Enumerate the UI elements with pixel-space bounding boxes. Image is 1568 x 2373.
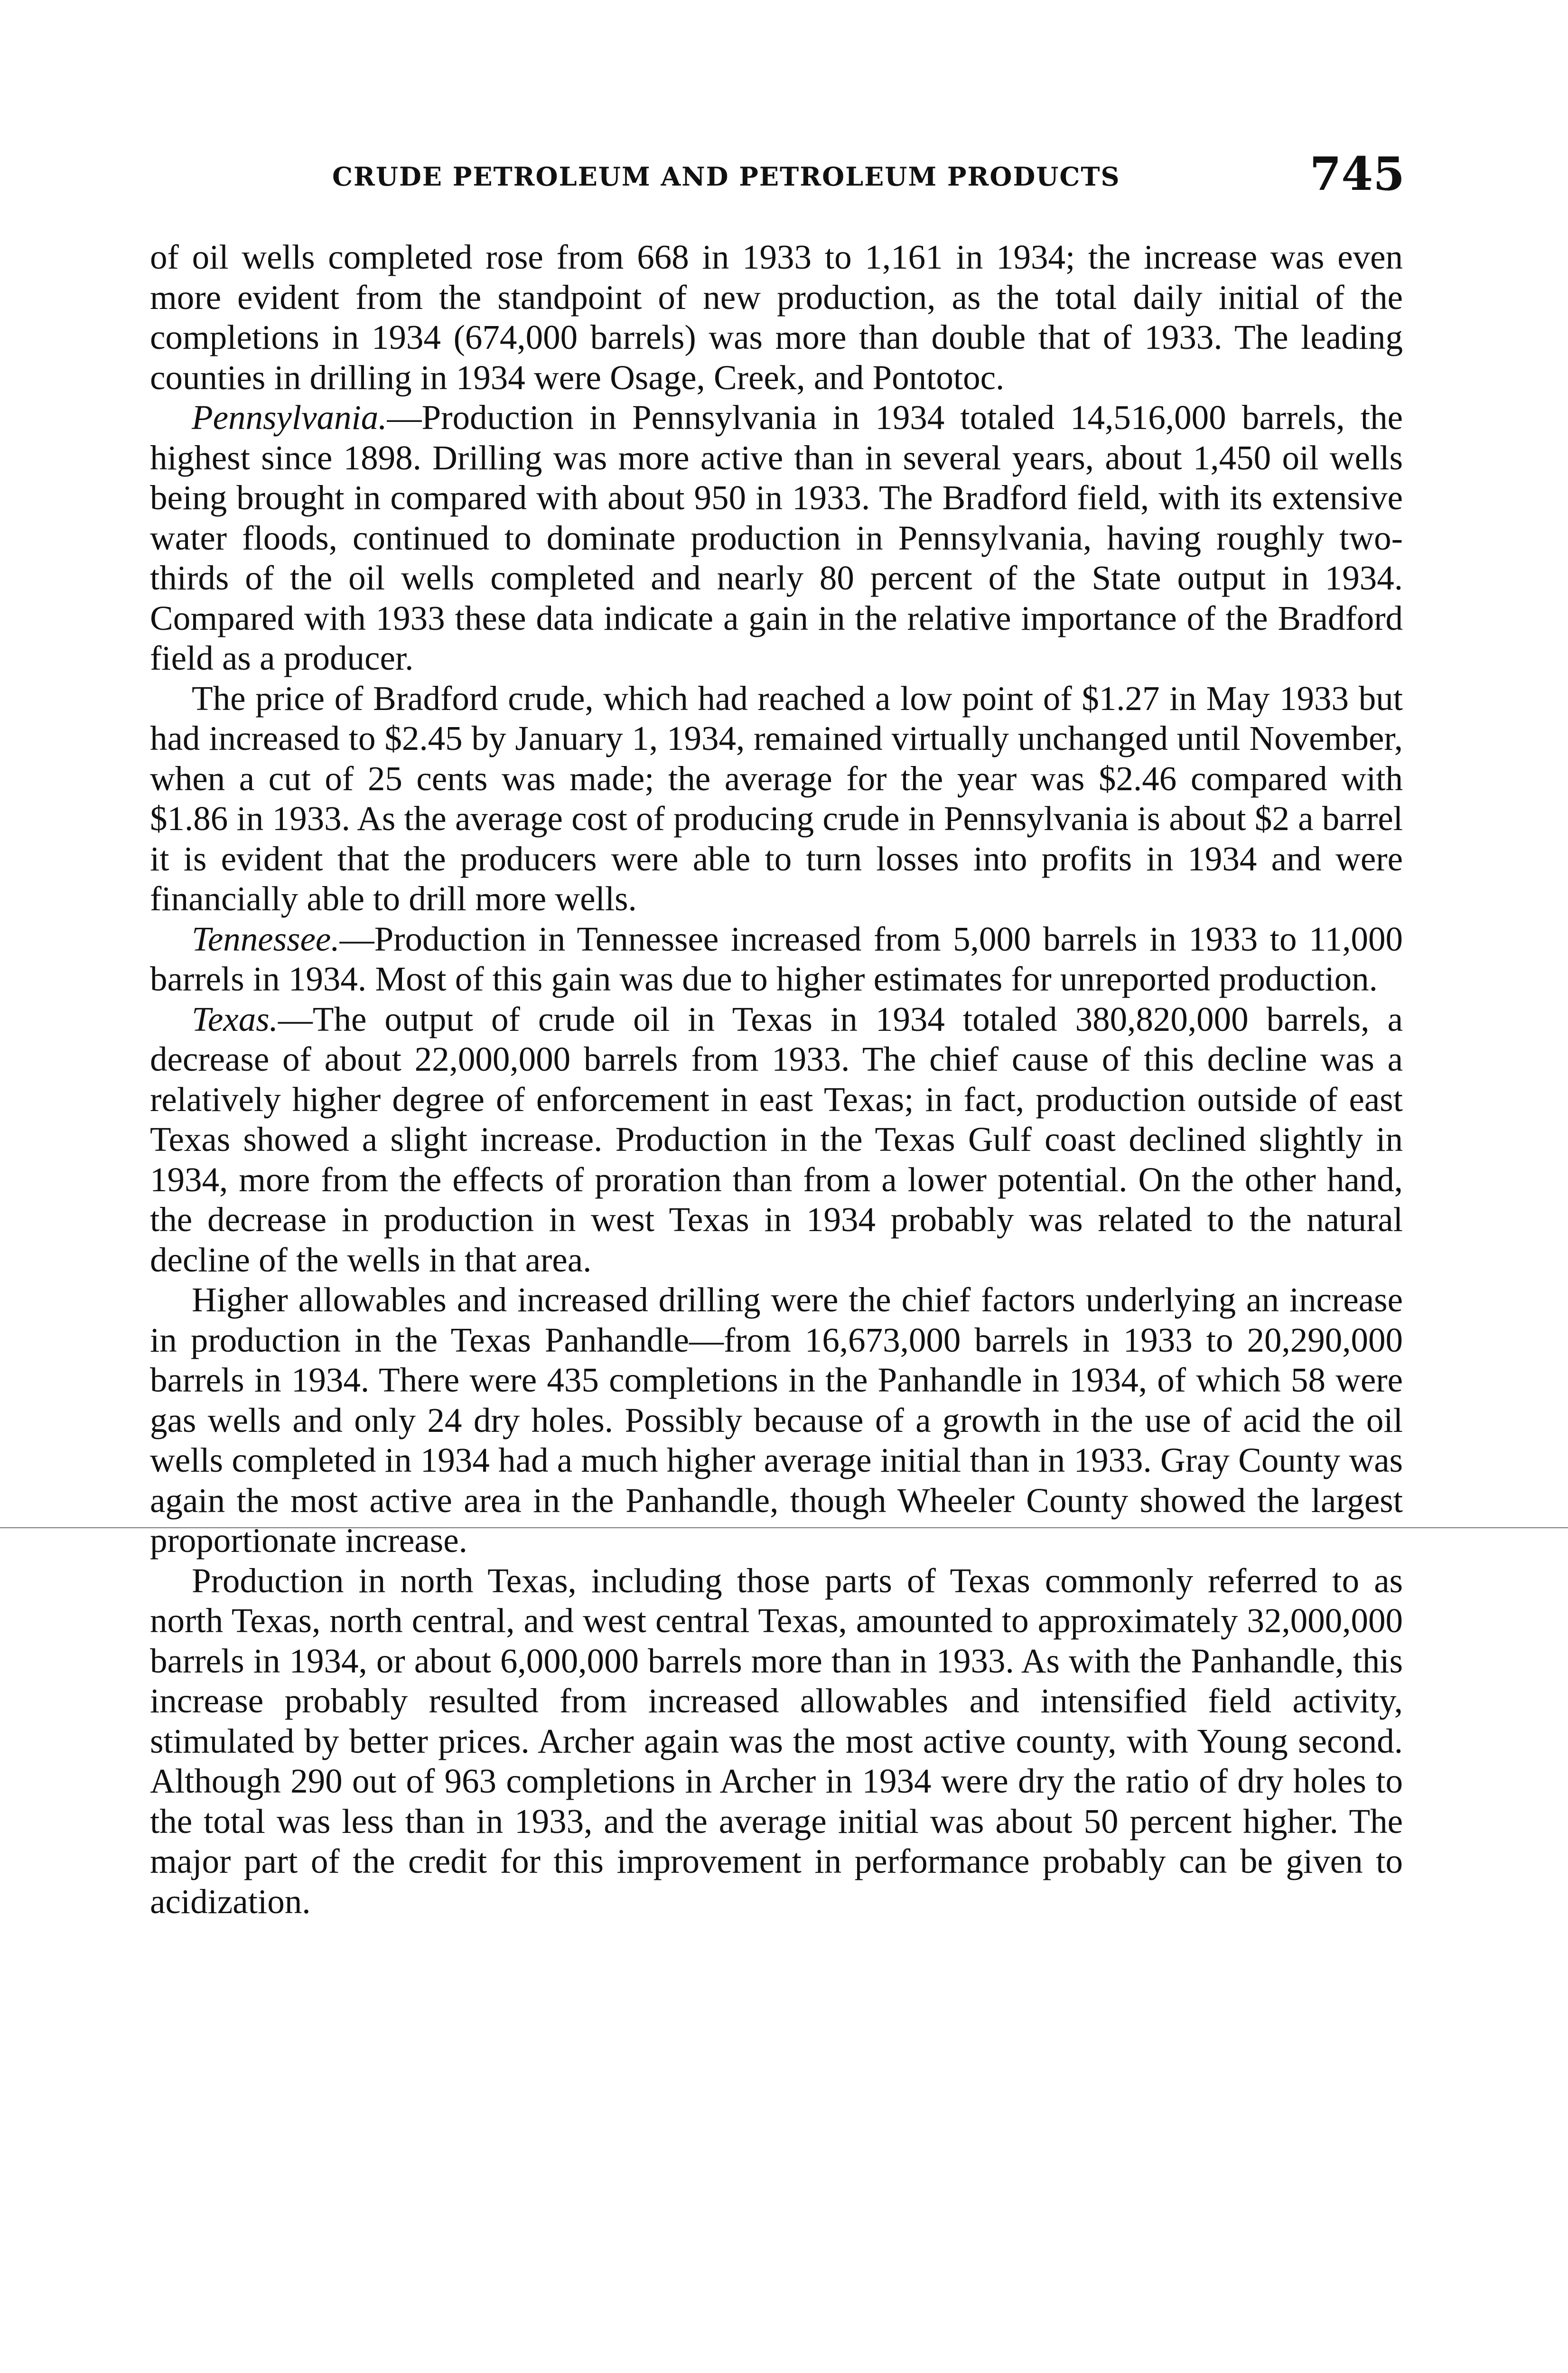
paragraph-oklahoma-continuation: [150, 237, 1403, 398]
page-number: 745: [1309, 147, 1405, 201]
paragraph-pennsylvania: [150, 398, 1403, 679]
section-lead-texas: Texas.: [192, 1000, 278, 1038]
paragraph-text: —Production in Pennsylvania in 1934 totaled 14,516,000 barrels, the highest since 1898. Drilling was more active than in several years, about 1,450 oil wells being brought in compared with about 950 in 1933. The Bradford field, with its extensive water floods, continued to dominate production in Pennsylvania, having roughly two-thirds of the oil wells completed and nearly 80 percent of the State output in 1934. Compared with 1933 these data indicate a gain in the relative importance of the Bradford field as a producer.: [150, 398, 1403, 677]
paragraph-text: —Production in Tennessee increased from 5,000 barrels in 1933 to 11,000 barrels in 1934. Most of this gain was due to higher estimates for unreported production.: [150, 919, 1403, 998]
body-text: [150, 237, 1403, 1922]
paragraph-text: The price of Bradford crude, which had reached a low point of $1.27 in May 1933 but had increased to $2.45 by January 1, 1934, remained virtually unchanged until November, when a cut of 25 cents was made; the average for the year was $2.46 compared with $1.86 in 1933. As the average cost of producing crude in Pennsylvania is about $2 a barrel it is evident that the producers were able to turn losses into profits in 1934 and were financially able to drill more wells.: [150, 679, 1403, 918]
paragraph-bradford-price: [150, 679, 1403, 919]
section-lead-pennsylvania: Pennsylvania.: [192, 398, 387, 437]
section-lead-tennessee: Tennessee.: [192, 919, 340, 958]
paragraph-texas: [150, 1000, 1403, 1280]
paragraph-text: Higher allowables and increased drilling were the chief factors underlying an increase in production in the Texas Panhandle—from 16,673,000 barrels in 1933 to 20,290,000 barrels in 1934. There were 435 completions in the Panhandle in 1934, of which 58 were gas wells and only 24 dry holes. Possibly because of a growth in the use of acid the oil wells completed in 1934 had a much higher average initial than in 1933. Gray County was again the most active area in the Panhandle, though Wheeler County showed the largest proportionate increase.: [150, 1280, 1403, 1560]
paragraph-north-texas: [150, 1561, 1403, 1922]
paragraph-text: Production in north Texas, including those parts of Texas commonly referred to as north Texas, north central, and west central Texas, amounted to approximately 32,000,000 barrels in 1934, or about 6,000,000 barrels more than in 1933. As with the Panhandle, this increase probably resulted from increased allowables and intensified field activity, stimulated by better prices. Archer again was the most active county, with Young second. Although 290 out of 963 completions in Archer in 1934 were dry the ratio of dry holes to the total was less than in 1933, and the average initial was about 50 percent higher. The major part of the credit for this improvement in performance probably can be given to acidization.: [150, 1561, 1403, 1921]
running-head: CRUDE PETROLEUM AND PETROLEUM PRODUCTS: [332, 161, 1120, 192]
paragraph-text: of oil wells completed rose from 668 in 1933 to 1,161 in 1934; the increase was even more evident from the standpoint of new production, as the total daily initial of the completions in 1934 (674,000 barrels) was more than double that of 1933. The leading counties in drilling in 1934 were Osage, Creek, and Pontotoc.: [150, 238, 1403, 397]
paragraph-panhandle: [150, 1280, 1403, 1561]
paragraph-text: —The output of crude oil in Texas in 1934 totaled 380,820,000 barrels, a decrease of about 22,000,000 barrels from 1933. The chief cause of this decline was a relatively higher degree of enforcement in east Texas; in fact, production outside of east Texas showed a slight increase. Production in the Texas Gulf coast declined slightly in 1934, more from the effects of proration than from a lower potential. On the other hand, the decrease in production in west Texas in 1934 probably was related to the natural decline of the wells in that area.: [150, 1000, 1403, 1279]
paragraph-tennessee: [150, 919, 1403, 1000]
page-header: [142, 142, 1405, 209]
